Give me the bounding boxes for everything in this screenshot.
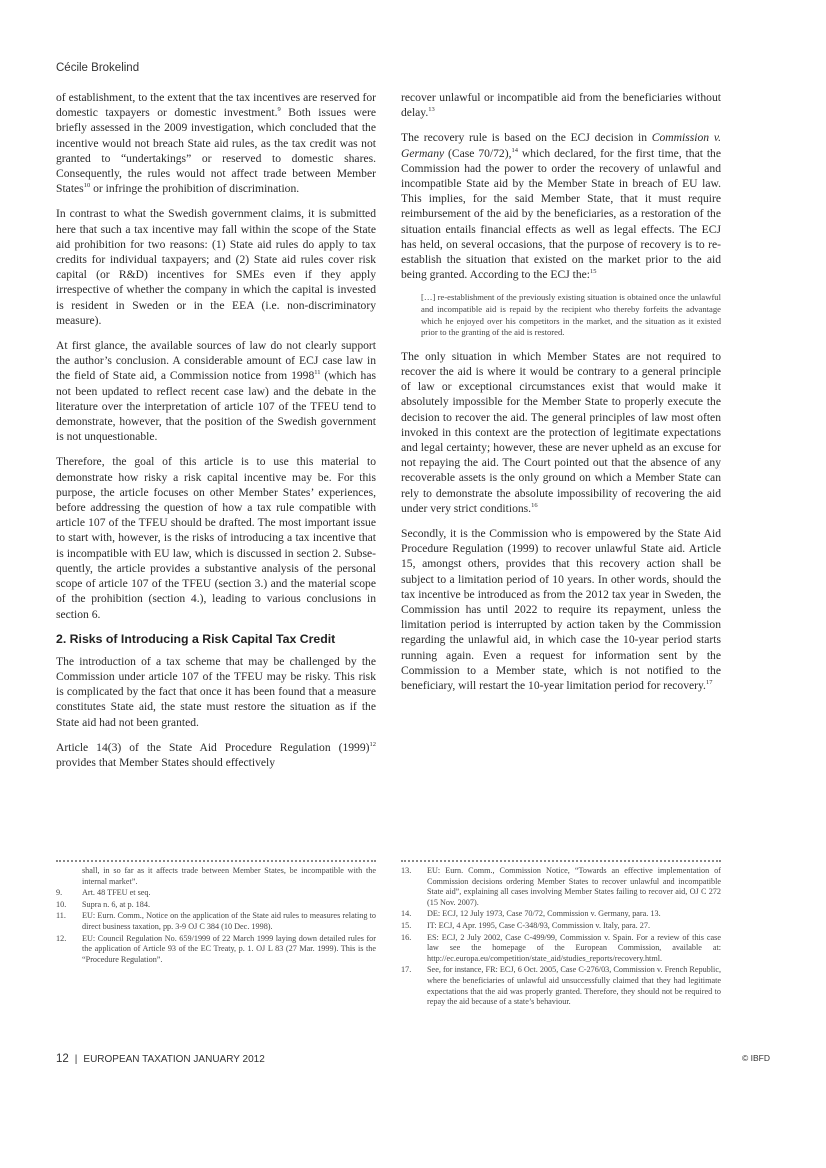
paragraph: of establishment, to the extent that the tax incentives are reserved for domestic taxpayers or domestic investment.$^9$ Both issues were briefly assessed in the 2009 investigation, which concluded that the incentive would not breach State aid rules, as the tax credit was not granted to “undertakings” or reserved to domestic shares. Consequently, the rules would not affect trade between Member States$^{10}$ or infringe the prohibition of discrimination. <box>56 91 376 196</box>
paragraph: The recovery rule is based on the ECJ decision in Commission v. Germany (Case 70/72),$^{14}$ which declared, for the first time, that the Commission had the power to order the recovery of unlawful and incompatible State aid by the Member State in breach of EU law. This implies, for the said Member State, that it must require reimbursement of the aid by the beneficiaries, as a restoration of the situation entails financial effects as well as legal effects. The ECJ has held, on several occasions, that the purpose of recovery is to re-establish the situation that existed on the market prior to the aid being granted. According to the ECJ the:$^{15}$ <box>401 131 721 282</box>
footnote: 16. ES: ECJ, 2 July 2002, Case C-499/99, Commission v. Spain. For a review of this case law see the homepage of the European Commission, available at: http://ec.europa.eu/competition/state_aid/studies_reports/recovery.html. <box>401 932 721 963</box>
paragraph: Therefore, the goal of this article is to use this material to demonstrate how risky a risk capital incentive may be. For this purpose, the article focuses on other Member States’ experiences, before addressing the question of how a tax rule compatible with article 107 of the TFEU should be drafted. The most important issue to start with, however, is the risks of introducing a tax incentive that is incompatible with EU law, which is discussed in section 2. Subsequently, the article provides a substantive analysis of the personal scope of article 107 of the TFEU (section 3.) and the material scope of the prohibition (section 4.), leading to various conclusions in section 6. <box>56 455 376 621</box>
footnote-ref[interactable]: 13 <box>428 106 435 114</box>
footnote: 13. EU: Eurn. Comm., Commission Notice, “Towards an effective implementation of Commission decisions ordering Member States to recover unlawful and incompatible State aid”, explaining all cases involving Member States failing to recover aid, OJ C 272 (15 Nov. 2007). <box>401 866 721 907</box>
footnote-ref[interactable]: 12 <box>369 740 376 748</box>
footer-separator: | <box>74 1054 78 1065</box>
footnotes-right <box>401 866 721 1009</box>
footnote: 15. IT: ECJ, 4 Apr. 1995, Case C-348/93, Commission v. Italy, para. 27. <box>401 920 650 930</box>
paragraph: recover unlawful or incompatible aid from the beneficiaries without delay.$^{13}$ <box>401 91 721 120</box>
paragraph: Secondly, it is the Commission who is empowered by the State Aid Procedure Regulation (1999) to recover unlawful State aid. Article 15, amongst others, provides that this recovery action shall be subject to a limitation period of 10 years. In other words, should the tax incentive be introduced as from the 2012 tax year in Sweden, the Commission has until 2022 to require its repayment, unless the limitation period is interrupted by action taken by the Commission regarding the unlawful aid, in which case the 10-year period starts running again. Even a request for information sent by the Commission to a Member state, which is not notified to the beneficiary, will restart the 10-year limitation period for recovery.$^{17}$ <box>401 527 721 693</box>
footnote: 10. Supra n. 6, at p. 184. <box>56 899 150 909</box>
footnotes-left <box>56 866 376 966</box>
footnote-ref[interactable]: 16 <box>531 501 538 509</box>
footnote: 9. Art. 48 TFEU et seq. <box>56 888 151 898</box>
footnote-ref[interactable]: 15 <box>590 268 597 276</box>
paragraph: In contrast to what the Swedish government claims, it is submitted here that such a tax incentive may fall within the scope of the State aid prohibition for two reasons: (1) State aid rules do apply to tax credits for individual taxpayers; and (2) State aid rules cover risk capital (or R&D) incentives for SMEs even if they apply irrespective of whether the company in which the capital is invested is resident in Sweden or in the EEA (i.e. non-discriminatory measure). <box>56 207 376 327</box>
footnote-ref[interactable]: 14 <box>511 146 518 154</box>
footnote: 17. See, for instance, FR: ECJ, 6 Oct. 2005, Case C-276/03, Commission v. French Republic, where the beneficiaries of unlawful aid unsuccessfully claimed that they had legitimate expectations that the aid was properly granted. Therefore, they should not be required to repay the aid because of a state’s behaviour. <box>401 965 721 1007</box>
running-header-author: Cécile Brokelind <box>56 62 140 74</box>
footnote-divider <box>56 860 376 862</box>
footnote-ref[interactable]: 17 <box>705 679 713 687</box>
block-quote: […] re-establishment of the previously existing situation is obtained once the unlawful and incompatible aid is repaid by the recipient who thereby forfeits the advantage which he enjoyed over his competitors in the market, and the situation as it existed prior to the granting of the aid is restored. <box>421 292 721 338</box>
right-column <box>401 90 721 703</box>
footnote: 14. DE: ECJ, 12 July 1973, Case 70/72, Commission v. Germany, para. 13. <box>401 909 661 919</box>
page-footer <box>56 1053 265 1065</box>
paragraph: The introduction of a tax scheme that may be challenged by the Commission under article 107 of the TFEU may be risky. This risk is complicated by the fact that once it has been found that a measure constitutes State aid, the state must restore the situation as if the State aid had not been granted. <box>56 654 376 729</box>
publisher-mark: © IBFD <box>742 1053 770 1063</box>
footnote-ref[interactable]: 10 <box>83 182 91 190</box>
journal-title: EUROPEAN TAXATION JANUARY 2012 <box>83 1054 265 1065</box>
footnote-divider <box>401 860 721 862</box>
paragraph: At first glance, the available sources of law do not clearly support the author’s conclusion. A considerable amount of ECJ case law in the field of State aid, a Commission notice from 1998$^{11}$ (which has not been updated to reflect recent case law) and the debate in the literature over the interpretation of article 107 of the TFEU tend to demonstrate, however, that the position of the Swedish government is not unquestionable. <box>56 339 376 444</box>
case-name: Commission v. Germany <box>401 131 721 160</box>
paragraph: Article 14(3) of the State Aid Procedure Regulation $(1999)^{12}$ provides that Member States should effectively <box>56 740 376 769</box>
footnote-continuation: shall, in so far as it affects trade between Member States, be incompatible with the internal market”. <box>82 866 376 886</box>
left-column <box>56 90 376 780</box>
footnote: 11. EU: Eurn. Comm., Notice on the application of the State aid rules to measures relating to direct business taxation, pp. 3-9 OJ C 384 (10 Dec. 1998). <box>56 911 376 931</box>
paragraph: The only situation in which Member States are not required to recover the aid is where it would be contrary to a general principle of law or exceptional circumstances exist that would make it absolutely impossible for the Member State to properly execute the decision to recover the aid. The general principles of law most often invoked in this context are the protection of legitimate expectations and legal certainty; however, these are never upheld as an excuse for not repaying the aid. The Court pointed out that the absence of any recoverable assets is the only ground on which a Member State can rely to demonstrate the absolute impossibility of recovering the aid under very strict conditions.$^{16}$ <box>401 349 721 515</box>
page-number: 12 <box>56 1053 69 1065</box>
footnote-ref[interactable]: 11 <box>314 369 321 377</box>
section-heading: 2. Risks of Introducing a Risk Capital Tax Credit <box>56 631 336 646</box>
footnote: 12. EU: Council Regulation No. 659/1999 of 22 March 1999 laying down detailed rules for the application of Article 93 of the EC Treaty, p. 1. OJ L 83 (27 Mar. 1999). This is the “Procedure Regulation”. <box>56 933 376 964</box>
footnote-ref[interactable]: 9 <box>277 106 281 114</box>
